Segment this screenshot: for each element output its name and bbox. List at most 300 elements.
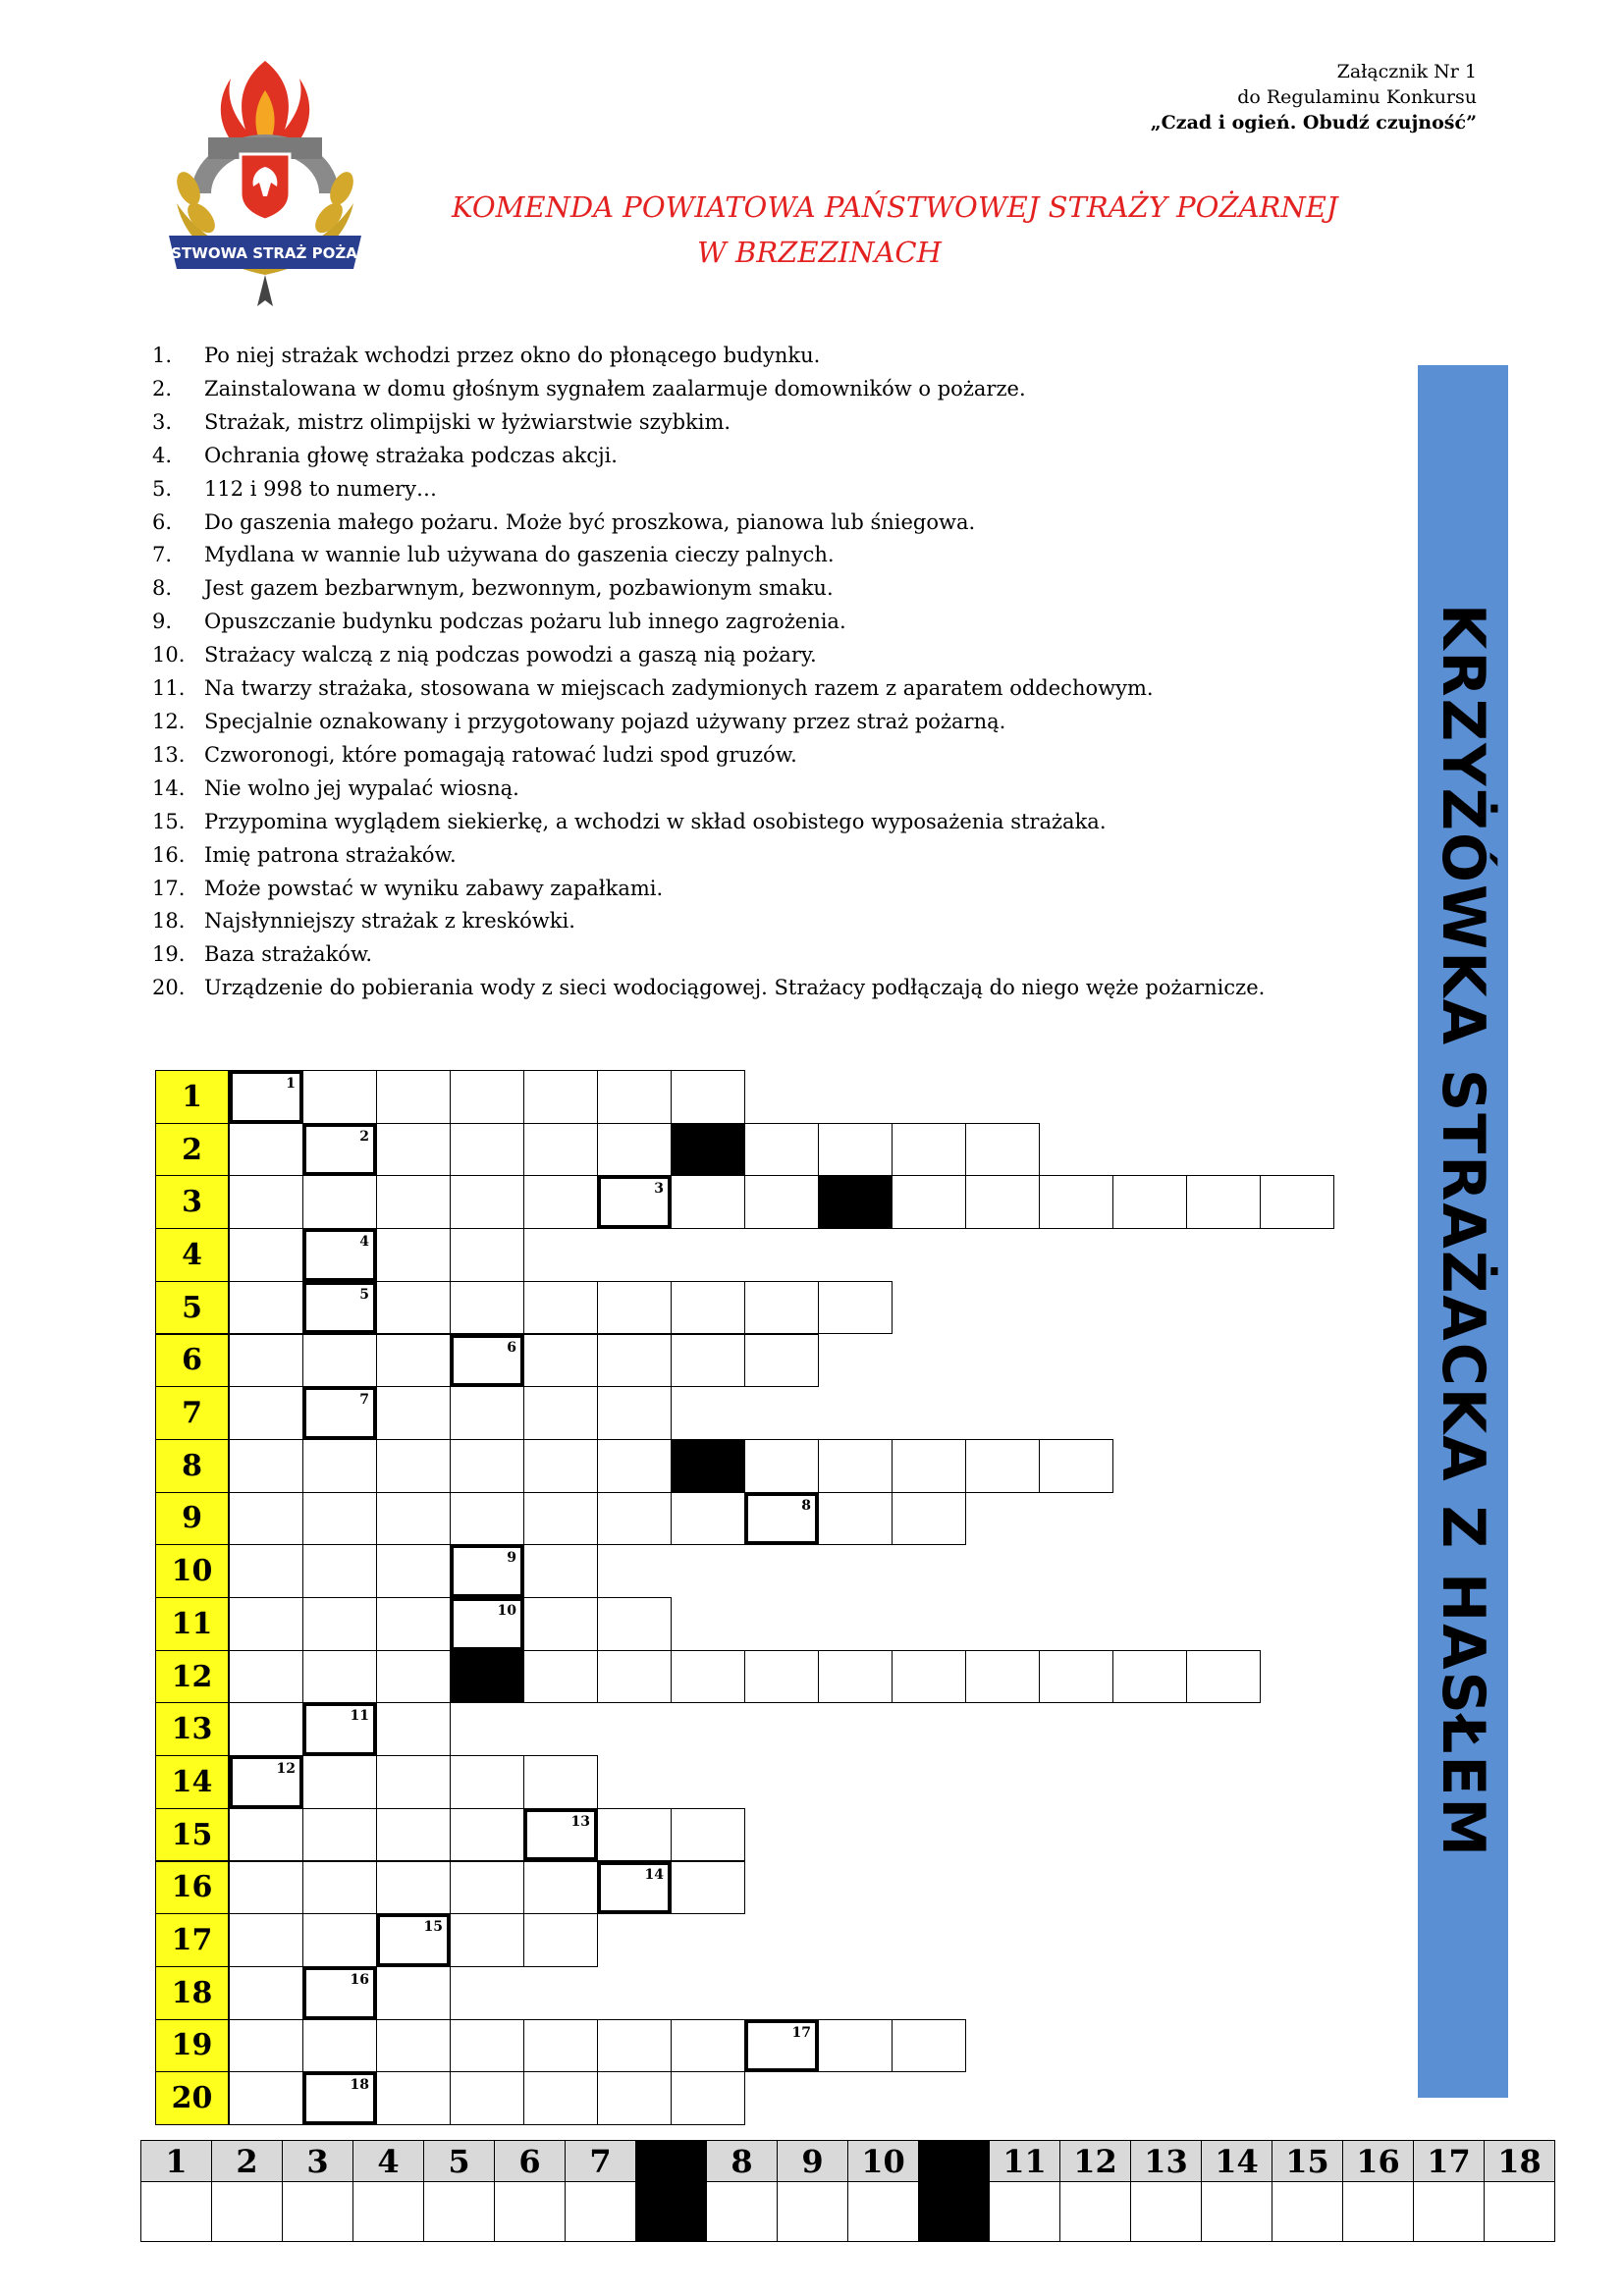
key-number: 10 <box>497 1603 516 1619</box>
answer-cell[interactable] <box>523 1492 598 1546</box>
clue-item <box>152 373 1265 406</box>
answer-cell[interactable] <box>1186 1175 1261 1229</box>
password-letter-box[interactable] <box>140 2181 212 2242</box>
answer-cell[interactable] <box>818 1439 893 1493</box>
answer-cell[interactable] <box>523 1755 598 1809</box>
key-number: 16 <box>350 1971 369 1988</box>
password-number: 9 <box>777 2140 848 2182</box>
answer-cell[interactable] <box>892 1492 966 1546</box>
flame-icon <box>221 61 309 144</box>
clue-item <box>152 440 1265 473</box>
password-letter-box[interactable] <box>211 2181 283 2242</box>
answer-cell[interactable] <box>744 1175 819 1229</box>
answer-cell[interactable] <box>597 1650 672 1704</box>
answer-cell[interactable] <box>229 1123 303 1177</box>
clue-number: 11. <box>152 676 186 701</box>
row-number: 17 <box>155 1913 229 1967</box>
answer-cell[interactable] <box>450 1913 524 1967</box>
clue-text: Baza strażaków. <box>204 942 373 967</box>
key-cell[interactable] <box>523 1808 598 1862</box>
answer-cell[interactable] <box>523 1439 598 1493</box>
password-separator <box>918 2140 990 2182</box>
answer-cell[interactable] <box>523 1650 598 1704</box>
answer-cell[interactable] <box>523 1281 598 1335</box>
clue-text: Strażak, mistrz olimpijski w łyżwiarstwie szybkim. <box>204 409 731 434</box>
key-cell[interactable] <box>597 1175 672 1229</box>
key-cell[interactable] <box>744 1492 819 1546</box>
clue-number: 4. <box>152 443 173 467</box>
key-number: 3 <box>654 1181 664 1198</box>
password-separator <box>918 2181 990 2242</box>
clue-number: 10. <box>152 643 186 667</box>
answer-cell[interactable] <box>302 1755 377 1809</box>
clue-item <box>152 706 1265 739</box>
clue-text: Mydlana w wannie lub używana do gaszenia cieczy palnych. <box>204 543 835 567</box>
password-letter-box[interactable] <box>1059 2181 1131 2242</box>
blocked-cell <box>671 1123 745 1177</box>
answer-cell[interactable] <box>376 1492 451 1546</box>
key-cell[interactable] <box>744 2019 819 2073</box>
answer-cell[interactable] <box>450 1228 524 1282</box>
password-letter-box[interactable] <box>565 2181 636 2242</box>
answer-cell[interactable] <box>302 1334 377 1388</box>
answer-cell[interactable] <box>523 1123 598 1177</box>
clue-text: Czworonogi, które pomagają ratować ludzi spod gruzów. <box>204 742 797 767</box>
key-number: 6 <box>507 1339 516 1356</box>
answer-cell[interactable] <box>671 2071 745 2125</box>
password-number: 16 <box>1342 2140 1414 2182</box>
password-letter-box[interactable] <box>989 2181 1060 2242</box>
clue-text: Najsłynniejszy strażak z kreskówki. <box>204 909 575 934</box>
answer-cell[interactable] <box>376 1439 451 1493</box>
answer-cell[interactable] <box>376 1650 451 1704</box>
answer-cell[interactable] <box>229 1861 303 1915</box>
key-cell[interactable] <box>302 1386 377 1440</box>
password-number: 3 <box>282 2140 353 2182</box>
answer-cell[interactable] <box>302 1492 377 1546</box>
answer-cell[interactable] <box>744 1439 819 1493</box>
key-cell[interactable] <box>302 1966 377 2020</box>
clue-number: 16. <box>152 842 186 867</box>
key-cell[interactable] <box>450 1544 524 1598</box>
password-letter-box[interactable] <box>494 2181 566 2242</box>
answer-cell[interactable] <box>597 1070 672 1124</box>
answer-cell[interactable] <box>376 1861 451 1915</box>
password-number: 12 <box>1059 2140 1131 2182</box>
answer-cell[interactable] <box>1112 1650 1187 1704</box>
answer-cell[interactable] <box>597 2019 672 2073</box>
row-number: 2 <box>155 1123 229 1177</box>
answer-cell[interactable] <box>229 1544 303 1598</box>
clue-item <box>152 873 1265 906</box>
row-number: 10 <box>155 1544 229 1598</box>
answer-cell[interactable] <box>229 1281 303 1335</box>
answer-cell[interactable] <box>523 1597 598 1651</box>
clue-number: 18. <box>152 909 186 934</box>
answer-cell[interactable] <box>450 1808 524 1862</box>
fire-service-logo <box>137 22 393 316</box>
clue-item <box>152 972 1265 1005</box>
clue-list <box>152 340 1265 1005</box>
clue-text: Po niej strażak wchodzi przez okno do płonącego budynku. <box>204 344 821 367</box>
blocked-cell <box>450 1650 524 1704</box>
annex-line-1: Załącznik Nr 1 <box>1336 61 1477 82</box>
row-number: 6 <box>155 1334 229 1388</box>
answer-cell[interactable] <box>302 1913 377 1967</box>
key-cell[interactable] <box>302 1702 377 1756</box>
row-number: 13 <box>155 1702 229 1756</box>
answer-cell[interactable] <box>376 1281 451 1335</box>
blocked-cell <box>671 1439 745 1493</box>
clue-text: Na twarzy strażaka, stosowana w miejscach zadymionych razem z aparatem oddechowym. <box>204 676 1154 701</box>
clue-item <box>152 739 1265 773</box>
answer-cell[interactable] <box>450 1123 524 1177</box>
row-number: 3 <box>155 1175 229 1229</box>
answer-cell[interactable] <box>376 1755 451 1809</box>
row-number: 7 <box>155 1386 229 1440</box>
answer-cell[interactable] <box>229 1439 303 1493</box>
clue-item <box>152 507 1265 540</box>
answer-cell[interactable] <box>597 1597 672 1651</box>
answer-cell[interactable] <box>376 1597 451 1651</box>
answer-cell[interactable] <box>1260 1175 1334 1229</box>
answer-cell[interactable] <box>523 1913 598 1967</box>
answer-cell[interactable] <box>376 1544 451 1598</box>
clue-text: Urządzenie do pobierania wody z sieci wodociągowej. Strażacy podłączają do niego węże pożarnicze. <box>204 976 1266 1000</box>
password-number: 4 <box>352 2140 424 2182</box>
logo-text: PAŃSTWOWA STRAŻ POŻARNA <box>137 244 393 262</box>
clue-number: 14. <box>152 775 186 800</box>
clue-item <box>152 340 1265 373</box>
answer-cell[interactable] <box>376 1228 451 1282</box>
answer-cell[interactable] <box>376 1070 451 1124</box>
answer-cell[interactable] <box>450 1492 524 1546</box>
row-number: 16 <box>155 1861 229 1915</box>
answer-cell[interactable] <box>671 1650 745 1704</box>
clue-text: Przypomina wyglądem siekierkę, a wchodzi w skład osobistego wyposażenia strażaka. <box>204 809 1107 833</box>
key-number: 1 <box>286 1076 296 1092</box>
blocked-cell <box>818 1175 893 1229</box>
key-cell[interactable] <box>302 1281 377 1335</box>
answer-cell[interactable] <box>302 1650 377 1704</box>
row-number: 11 <box>155 1597 229 1651</box>
answer-cell[interactable] <box>523 2071 598 2125</box>
password-letter-box[interactable] <box>777 2181 848 2242</box>
annex-line-2: do Regulaminu Konkursu <box>1237 86 1477 108</box>
clue-text: Strażacy walczą z nią podczas powodzi a gaszą nią pożary. <box>204 643 817 667</box>
clue-number: 19. <box>152 942 186 967</box>
row-number: 18 <box>155 1966 229 2020</box>
answer-cell[interactable] <box>671 1492 745 1546</box>
answer-cell[interactable] <box>892 1650 966 1704</box>
clue-text: Zainstalowana w domu głośnym sygnałem zaalarmuje domowników o pożarze. <box>204 376 1026 400</box>
answer-cell[interactable] <box>229 1913 303 1967</box>
clue-number: 12. <box>152 709 186 733</box>
key-number: 4 <box>359 1234 369 1251</box>
answer-cell[interactable] <box>892 1175 966 1229</box>
password-separator <box>635 2181 707 2242</box>
answer-cell[interactable] <box>1112 1175 1187 1229</box>
answer-cell[interactable] <box>376 1702 451 1756</box>
answer-cell[interactable] <box>597 1123 672 1177</box>
password-letter-box[interactable] <box>706 2181 778 2242</box>
answer-cell[interactable] <box>376 1808 451 1862</box>
answer-cell[interactable] <box>523 1544 598 1598</box>
password-letter-box[interactable] <box>1484 2181 1555 2242</box>
answer-cell[interactable] <box>450 2071 524 2125</box>
answer-cell[interactable] <box>523 1861 598 1915</box>
clue-item <box>152 406 1265 440</box>
answer-cell[interactable] <box>965 1175 1040 1229</box>
row-number: 20 <box>155 2071 229 2125</box>
header-line-2: W BRZEZINACH <box>697 236 942 269</box>
answer-cell[interactable] <box>597 2071 672 2125</box>
password-letter-box[interactable] <box>1201 2181 1272 2242</box>
key-cell[interactable] <box>597 1861 672 1915</box>
answer-cell[interactable] <box>744 1334 819 1388</box>
row-number: 14 <box>155 1755 229 1809</box>
clue-number: 9. <box>152 610 173 634</box>
answer-cell[interactable] <box>229 1702 303 1756</box>
key-cell[interactable] <box>450 1334 524 1388</box>
answer-cell[interactable] <box>597 1386 672 1440</box>
password-number: 1 <box>140 2140 212 2182</box>
answer-cell[interactable] <box>376 1334 451 1388</box>
password-number: 13 <box>1130 2140 1202 2182</box>
clue-number: 6. <box>152 509 173 534</box>
answer-cell[interactable] <box>229 1175 303 1229</box>
clue-number: 3. <box>152 409 173 434</box>
clue-number: 13. <box>152 742 186 767</box>
key-number: 17 <box>791 2024 811 2041</box>
answer-cell[interactable] <box>523 1070 598 1124</box>
answer-cell[interactable] <box>302 1597 377 1651</box>
password-number: 5 <box>423 2140 495 2182</box>
answer-cell[interactable] <box>1039 1175 1113 1229</box>
clue-item <box>152 539 1265 572</box>
row-number: 15 <box>155 1808 229 1862</box>
answer-cell[interactable] <box>965 1650 1040 1704</box>
password-letter-box[interactable] <box>1272 2181 1343 2242</box>
answer-cell[interactable] <box>671 1861 745 1915</box>
answer-cell[interactable] <box>376 1175 451 1229</box>
password-number: 17 <box>1413 2140 1485 2182</box>
password-number: 2 <box>211 2140 283 2182</box>
answer-cell[interactable] <box>229 1492 303 1546</box>
password-number: 14 <box>1201 2140 1272 2182</box>
clue-text: Do gaszenia małego pożaru. Może być proszkowa, pianowa lub śniegowa. <box>204 509 976 534</box>
clue-text: Ochrania głowę strażaka podczas akcji. <box>204 443 618 467</box>
row-number: 8 <box>155 1439 229 1493</box>
answer-cell[interactable] <box>302 1861 377 1915</box>
answer-cell[interactable] <box>229 1334 303 1388</box>
key-number: 13 <box>570 1813 590 1830</box>
key-cell[interactable] <box>229 1755 303 1809</box>
row-number: 12 <box>155 1650 229 1704</box>
key-number: 5 <box>359 1286 369 1303</box>
clue-number: 1. <box>152 344 173 367</box>
answer-cell[interactable] <box>450 1861 524 1915</box>
answer-cell[interactable] <box>229 2019 303 2073</box>
clue-number: 5. <box>152 476 173 501</box>
password-letter-box[interactable] <box>282 2181 353 2242</box>
clue-text: Specjalnie oznakowany i przygotowany pojazd używany przez straż pożarną. <box>204 709 1006 733</box>
answer-cell[interactable] <box>818 2019 893 2073</box>
clue-item <box>152 905 1265 938</box>
answer-cell[interactable] <box>229 1228 303 1282</box>
answer-cell[interactable] <box>302 2019 377 2073</box>
key-number: 18 <box>350 2077 369 2094</box>
clue-item <box>152 938 1265 972</box>
answer-cell[interactable] <box>597 1492 672 1546</box>
row-number: 5 <box>155 1281 229 1335</box>
answer-cell[interactable] <box>450 1386 524 1440</box>
key-cell[interactable] <box>302 2071 377 2125</box>
key-number: 15 <box>423 1919 443 1936</box>
password-letter-box[interactable] <box>352 2181 424 2242</box>
answer-cell[interactable] <box>450 2019 524 2073</box>
key-cell[interactable] <box>302 1123 377 1177</box>
answer-cell[interactable] <box>302 1070 377 1124</box>
answer-cell[interactable] <box>597 1334 672 1388</box>
answer-cell[interactable] <box>597 1439 672 1493</box>
answer-cell[interactable] <box>744 1281 819 1335</box>
password-number: 15 <box>1272 2140 1343 2182</box>
annex-note <box>1151 59 1477 135</box>
answer-cell[interactable] <box>892 1123 966 1177</box>
answer-cell[interactable] <box>744 1123 819 1177</box>
password-letter-box[interactable] <box>1413 2181 1485 2242</box>
answer-cell[interactable] <box>1186 1650 1261 1704</box>
answer-cell[interactable] <box>376 1386 451 1440</box>
row-number: 4 <box>155 1228 229 1282</box>
answer-cell[interactable] <box>671 1070 745 1124</box>
row-number: 9 <box>155 1492 229 1546</box>
password-letter-box[interactable] <box>423 2181 495 2242</box>
answer-cell[interactable] <box>450 1755 524 1809</box>
answer-cell[interactable] <box>671 1175 745 1229</box>
key-number: 7 <box>359 1392 369 1409</box>
clue-text: Może powstać w wyniku zabawy zapałkami. <box>204 876 664 900</box>
row-number: 1 <box>155 1070 229 1124</box>
password-letter-box[interactable] <box>847 2181 919 2242</box>
crossword-title: KRZYŻÓWKA STRAŻACKA Z HASŁEM <box>1429 603 1497 1859</box>
clue-text: 112 i 998 to numery… <box>204 476 437 501</box>
clue-item <box>152 606 1265 639</box>
password-number: 6 <box>494 2140 566 2182</box>
answer-cell[interactable] <box>671 2019 745 2073</box>
answer-cell[interactable] <box>523 1386 598 1440</box>
password-number: 8 <box>706 2140 778 2182</box>
clue-number: 15. <box>152 809 186 833</box>
annex-line-3: „Czad i ogień. Obudź czujność” <box>1150 112 1477 133</box>
answer-cell[interactable] <box>597 1281 672 1335</box>
clue-number: 20. <box>152 976 186 1000</box>
answer-cell[interactable] <box>1039 1650 1113 1704</box>
clue-text: Opuszczanie budynku podczas pożaru lub innego zagrożenia. <box>204 610 846 634</box>
key-number: 12 <box>276 1761 296 1778</box>
answer-cell[interactable] <box>302 1439 377 1493</box>
clue-item <box>152 773 1265 806</box>
answer-cell[interactable] <box>376 1123 451 1177</box>
answer-cell[interactable] <box>1039 1439 1113 1493</box>
key-cell[interactable] <box>450 1597 524 1651</box>
answer-cell[interactable] <box>523 1334 598 1388</box>
clue-text: Jest gazem bezbarwnym, bezwonnym, pozbawionym smaku. <box>204 576 834 601</box>
answer-cell[interactable] <box>597 1808 672 1862</box>
answer-cell[interactable] <box>818 1281 893 1335</box>
answer-cell[interactable] <box>229 2071 303 2125</box>
answer-cell[interactable] <box>229 1808 303 1862</box>
eagle-shield-icon <box>241 154 290 220</box>
key-number: 2 <box>359 1128 369 1145</box>
clue-text: Nie wolno jej wypalać wiosną. <box>204 775 519 800</box>
password-number: 18 <box>1484 2140 1555 2182</box>
answer-cell[interactable] <box>671 1808 745 1862</box>
answer-cell[interactable] <box>376 2071 451 2125</box>
answer-cell[interactable] <box>229 1966 303 2020</box>
answer-cell[interactable] <box>229 1597 303 1651</box>
password-number: 7 <box>565 2140 636 2182</box>
answer-cell[interactable] <box>229 1650 303 1704</box>
answer-cell[interactable] <box>744 1650 819 1704</box>
answer-cell[interactable] <box>376 2019 451 2073</box>
password-letter-box[interactable] <box>1342 2181 1414 2242</box>
password-number: 11 <box>989 2140 1060 2182</box>
answer-cell[interactable] <box>818 1492 893 1546</box>
page-header <box>412 185 1394 275</box>
answer-cell[interactable] <box>818 1650 893 1704</box>
answer-cell[interactable] <box>450 1281 524 1335</box>
answer-cell[interactable] <box>965 1439 1040 1493</box>
key-cell[interactable] <box>376 1913 451 1967</box>
clue-number: 7. <box>152 543 173 567</box>
clue-text: Imię patrona strażaków. <box>204 842 457 867</box>
key-number: 9 <box>507 1550 516 1567</box>
answer-cell[interactable] <box>818 1123 893 1177</box>
key-number: 8 <box>801 1497 811 1514</box>
key-cell[interactable] <box>302 1228 377 1282</box>
answer-cell[interactable] <box>892 1439 966 1493</box>
clue-item <box>152 572 1265 606</box>
clue-number: 8. <box>152 576 173 601</box>
password-number: 10 <box>847 2140 919 2182</box>
answer-cell[interactable] <box>302 1175 377 1229</box>
answer-cell[interactable] <box>229 1386 303 1440</box>
row-number: 19 <box>155 2019 229 2073</box>
key-number: 11 <box>350 1708 369 1725</box>
answer-cell[interactable] <box>450 1070 524 1124</box>
header-line-1: KOMENDA POWIATOWA PAŃSTWOWEJ STRAŻY POŻARNEJ <box>452 190 1338 224</box>
clue-item <box>152 806 1265 839</box>
answer-cell[interactable] <box>302 1544 377 1598</box>
answer-cell[interactable] <box>671 1281 745 1335</box>
answer-cell[interactable] <box>892 2019 966 2073</box>
answer-cell[interactable] <box>965 1123 1040 1177</box>
clue-item <box>152 672 1265 706</box>
clue-item <box>152 639 1265 672</box>
answer-cell[interactable] <box>302 1808 377 1862</box>
answer-cell[interactable] <box>376 1966 451 2020</box>
password-letter-box[interactable] <box>1130 2181 1202 2242</box>
key-cell[interactable] <box>229 1070 303 1124</box>
answer-cell[interactable] <box>671 1334 745 1388</box>
answer-cell[interactable] <box>523 2019 598 2073</box>
answer-cell[interactable] <box>523 1175 598 1229</box>
answer-cell[interactable] <box>450 1439 524 1493</box>
answer-cell[interactable] <box>450 1175 524 1229</box>
clue-number: 17. <box>152 876 186 900</box>
